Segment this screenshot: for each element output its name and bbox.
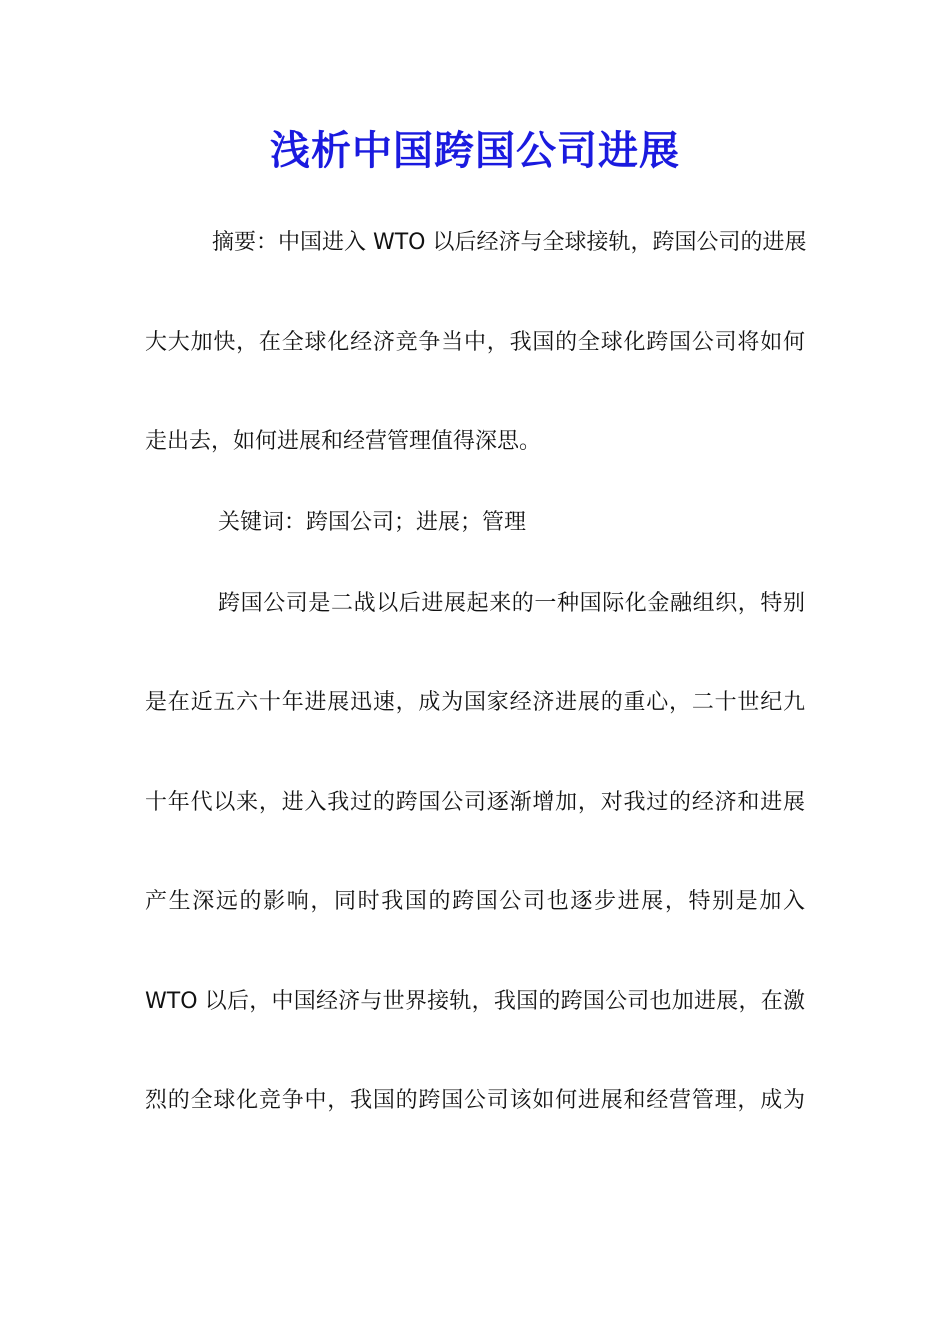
abstract-line-2: 大大加快，在全球化经济竞争当中，我国的全球化跨国公司将如何 bbox=[145, 330, 805, 355]
body-line-4: 产生深远的影响，同时我国的跨国公司也逐步进展，特别是加入 bbox=[145, 889, 805, 914]
document-title: 浅析中国跨国公司进展 bbox=[270, 128, 680, 174]
abstract-line-1: 摘要：中国进入 WTO 以后经济与全球接轨，跨国公司的进展 bbox=[212, 230, 807, 255]
keywords-line: 关键词：跨国公司；进展；管理 bbox=[218, 510, 527, 535]
body-line-1: 跨国公司是二战以后进展起来的一种国际化金融组织，特别 bbox=[218, 591, 805, 616]
body-line-2: 是在近五六十年进展迅速，成为国家经济进展的重心，二十世纪九 bbox=[145, 690, 805, 715]
body-line-6: 烈的全球化竞争中，我国的跨国公司该如何进展和经营管理，成为 bbox=[145, 1088, 805, 1113]
body-line-5: WTO 以后，中国经济与世界接轨，我国的跨国公司也加进展，在激 bbox=[145, 989, 805, 1014]
body-line-3: 十年代以来，进入我过的跨国公司逐渐增加，对我过的经济和进展 bbox=[145, 790, 805, 815]
abstract-line-3: 走出去，如何进展和经营管理值得深思。 bbox=[145, 429, 542, 454]
